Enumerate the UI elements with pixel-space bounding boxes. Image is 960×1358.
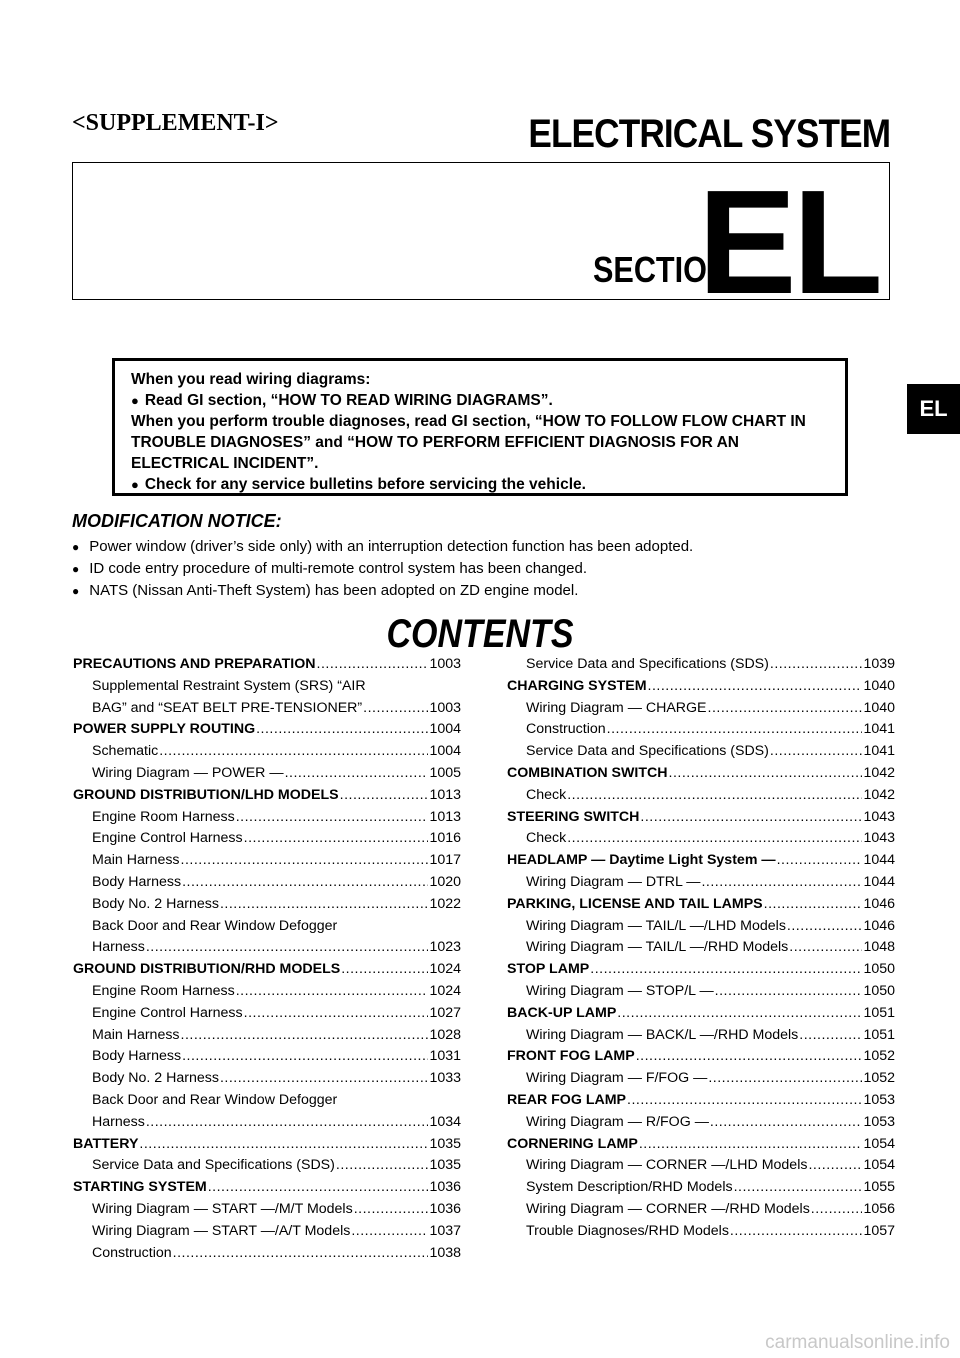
toc-leader-dots [777,850,863,872]
toc-page-number: 1052 [863,1070,895,1087]
toc-leader-dots [208,1177,429,1199]
toc-leader-dots [764,894,863,916]
toc-entry-label: FRONT FOG LAMP [507,1048,635,1065]
toc-leader-dots [734,1177,863,1199]
toc-page-number: 1053 [863,1091,895,1108]
toc-page-number: 1024 [429,961,461,978]
toc-page-number: 1035 [429,1157,461,1174]
toc-entry-label: Engine Control Harness [92,830,243,847]
toc-page-number: 1039 [863,656,895,672]
toc-page-number: 1024 [429,982,461,999]
toc-page-number: 1054 [863,1135,895,1152]
toc-entry-label: PRECAUTIONS AND PREPARATION [73,656,316,672]
toc-section-entry[interactable] [73,1134,461,1156]
toc-leader-dots [341,959,428,981]
toc-page-number: 1031 [429,1048,461,1065]
section-banner [72,160,890,325]
toc-leader-dots [340,785,429,807]
toc-subsection-entry[interactable] [507,1112,895,1134]
toc-entry-label: System Description/RHD Models [526,1179,733,1196]
toc-section-entry[interactable] [507,1090,895,1112]
modification-item: ● Power window (driver’s side only) with an interruption detection function has been adopted. [72,536,872,558]
toc-entry-label: POWER SUPPLY ROUTING [73,721,256,738]
toc-page-number: 1041 [863,721,895,738]
toc-entry-continued: Back Door and Rear Window Defogger [92,917,338,934]
toc-entry-continued: Back Door and Rear Window Defogger [92,1091,338,1108]
toc-subsection-entry[interactable] [73,828,461,850]
toc-page-number: 1028 [429,1026,461,1043]
watermark: carmanualsonline.info [765,1332,950,1353]
toc-leader-dots [567,828,862,850]
toc-page-number: 1016 [429,830,461,847]
toc-page-number: 1043 [863,808,895,825]
toc-leader-dots [146,1112,429,1134]
toc-entry-label: Wiring Diagram — START —/A/T Models [92,1222,351,1239]
toc-page-number: 1003 [429,656,461,672]
toc-entry-label: Check [526,830,567,847]
toc-page-number: 1050 [863,961,895,978]
toc-section-entry[interactable] [507,959,895,981]
toc-leader-dots [701,872,862,894]
toc-entry-label: STOP LAMP [507,961,590,978]
toc-entry-label: Main Harness [92,852,180,869]
toc-entry-label: BACK-UP LAMP [507,1004,617,1021]
toc-page-number: 1036 [429,1179,461,1196]
toc-entry-label: Main Harness [92,1026,180,1043]
toc-page-number: 1051 [863,1026,895,1043]
toc-subsection-entry[interactable] [73,981,461,1003]
toc-page-number: 1041 [863,743,895,760]
toc-subsection-entry[interactable] [73,1112,461,1134]
toc-entry-label: GROUND DISTRIBUTION/RHD MODELS [73,961,341,978]
section-tab[interactable]: EL [907,384,960,434]
supplement-label: <SUPPLEMENT-I> [72,110,279,136]
toc-section-entry[interactable] [507,1046,895,1068]
toc-leader-dots [220,1068,428,1090]
toc-subsection-entry[interactable] [507,1025,895,1047]
toc-leader-dots [181,850,429,872]
toc-entry-label: BATTERY [73,1135,139,1152]
toc-entry-label: Body No. 2 Harness [92,895,219,912]
toc-entry-label: Construction [92,1244,172,1261]
toc-leader-dots [285,763,429,785]
toc-leader-dots [730,1221,863,1243]
toc-page-number: 1050 [863,982,895,999]
toc-page-number: 1013 [429,786,461,803]
toc-page-number: 1020 [429,873,461,890]
toc-subsection-entry[interactable] [507,785,895,807]
notice-bullet [131,390,829,411]
toc-entry-label: COMBINATION SWITCH [507,764,668,781]
toc-page-number: 1023 [429,939,461,956]
toc-page-number: 1048 [863,939,895,956]
toc-entry-label: Service Data and Specifications (SDS) [92,1157,335,1174]
toc-entry-label: Wiring Diagram — START —/M/T Models [92,1200,353,1217]
contents-title: CONTENTS [386,612,574,656]
toc-page-number: 1042 [863,764,895,781]
modification-item: ● ID code entry procedure of multi-remote control system has been changed. [72,558,872,580]
toc-page-number: 1046 [863,895,895,912]
toc-leader-dots [336,1155,429,1177]
toc-leader-dots [811,1199,863,1221]
toc-entry-label: Engine Room Harness [92,982,235,999]
modification-list [72,536,872,602]
toc-entry-label: HEADLAMP — Daytime Light System — [507,852,776,869]
section-word: SECTION [593,249,730,290]
toc-subsection-entry[interactable] [507,916,895,938]
toc-leader-dots [639,1134,863,1156]
toc-page-number: 1057 [863,1222,895,1239]
toc-entry-label: GROUND DISTRIBUTION/LHD MODELS [73,786,339,803]
toc-subsection-entry[interactable] [73,1221,461,1243]
toc-section-entry[interactable] [507,1134,895,1156]
toc-leader-dots [351,1221,428,1243]
toc-page-number: 1037 [429,1222,461,1239]
toc-subsection-entry[interactable] [507,1199,895,1221]
toc-subsection-entry[interactable] [73,1003,461,1025]
toc-leader-dots [236,981,429,1003]
toc-entry-label: PARKING, LICENSE AND TAIL LAMPS [507,895,763,912]
notice-line: Check for any service bulletins before servicing the vehicle. [144,476,586,493]
toc-page-number: 1022 [429,895,461,912]
toc-page-number: 1046 [863,917,895,934]
toc-leader-dots [181,1025,429,1047]
toc-page-number: 1027 [429,1004,461,1021]
toc-subsection-entry[interactable] [73,1155,461,1177]
toc-entry-label: Wiring Diagram — STOP/L — [526,982,714,999]
toc-subsection-entry[interactable] [73,698,461,720]
toc-section-entry[interactable] [507,850,895,872]
toc-leader-dots [636,1046,863,1068]
toc-section-entry[interactable] [73,654,461,676]
toc-entry-label: BAG” and “SEAT BELT PRE-TENSIONER” [92,699,363,716]
toc-leader-dots [708,1068,862,1090]
toc-leader-dots [139,1134,428,1156]
toc-entry-label: CHARGING SYSTEM [507,677,647,694]
toc-page-number: 1056 [863,1200,895,1217]
toc-leader-dots [317,654,429,676]
toc-page-number: 1003 [429,699,461,716]
toc-leader-dots [159,741,428,763]
toc-leader-dots [770,741,863,763]
toc-leader-dots [710,1112,863,1134]
toc-subsection-entry[interactable] [73,894,461,916]
toc-entry-label: STARTING SYSTEM [73,1179,207,1196]
toc-leader-dots [640,807,862,829]
toc-leader-dots [244,828,429,850]
toc-subsection-entry[interactable] [507,741,895,763]
toc-leader-dots [770,654,863,676]
toc-entry-label: Engine Room Harness [92,808,235,825]
toc-entry-label: Harness [92,1113,145,1130]
toc-leader-dots [354,1199,429,1221]
toc-page-number: 1054 [863,1157,895,1174]
toc-entry-label: Body Harness [92,873,182,890]
toc-entry-label: Wiring Diagram — R/FOG — [526,1113,709,1130]
toc-leader-dots [627,1090,862,1112]
toc-subsection-entry[interactable] [73,850,461,872]
toc-leader-dots [669,763,863,785]
toc-leader-dots [715,981,863,1003]
toc-leader-dots [617,1003,862,1025]
toc-leader-dots [799,1025,862,1047]
toc-entry-label: Wiring Diagram — POWER — [92,764,284,781]
toc-leader-dots [607,719,863,741]
toc-entry-continued: Supplemental Restraint System (SRS) “AIR [92,677,366,694]
toc-page-number: 1033 [429,1070,461,1087]
toc-subsection-entry[interactable] [73,807,461,829]
toc-leader-dots [787,916,863,938]
toc-entry-label: Construction [526,721,606,738]
toc-page-number: 1034 [429,1113,461,1130]
toc-entry-label: Trouble Diagnoses/RHD Models [526,1222,729,1239]
toc-subsection-entry[interactable] [73,1025,461,1047]
toc-section-entry[interactable] [507,676,895,698]
section-code: EL [697,160,879,325]
toc-entry-label: Wiring Diagram — CORNER —/LHD Models [526,1157,808,1174]
toc-subsection-entry[interactable] [73,1243,461,1265]
toc-entry-label: CORNERING LAMP [507,1135,638,1152]
modification-heading: MODIFICATION NOTICE: [72,511,282,531]
toc-leader-dots [236,807,429,829]
toc-page-number: 1053 [863,1113,895,1130]
toc-left-column [73,654,461,1264]
toc-page-number: 1017 [429,852,461,869]
toc-entry-label: Harness [92,939,145,956]
toc-entry-label: Wiring Diagram — DTRL — [526,873,701,890]
notice-line: Read GI section, “HOW TO READ WIRING DIAGRAMS”. [144,392,553,409]
toc-entry-label: REAR FOG LAMP [507,1091,627,1108]
toc-subsection-entry[interactable] [507,872,895,894]
toc-leader-dots [648,676,863,698]
modification-item: ● NATS (Nissan Anti-Theft System) has been adopted on ZD engine model. [72,580,872,602]
toc-page-number: 1051 [863,1004,895,1021]
toc-entry-label: Wiring Diagram — TAIL/L —/RHD Models [526,939,789,956]
toc-entry-label: STEERING SWITCH [507,808,640,825]
page-title: ELECTRICAL SYSTEM [528,112,890,156]
toc-entry-label: Body Harness [92,1048,182,1065]
toc-leader-dots [146,937,429,959]
toc-entry-label: Check [526,786,567,803]
toc-page-number: 1044 [863,873,895,890]
toc-leader-dots [244,1003,429,1025]
toc-page-number: 1040 [863,699,895,716]
toc-leader-dots [708,698,863,720]
toc-leader-dots [220,894,428,916]
toc-page-number: 1004 [429,743,461,760]
toc-leader-dots [590,959,862,981]
toc-subsection-entry[interactable] [507,654,895,676]
toc-leader-dots [173,1243,429,1265]
toc-entry-label: Wiring Diagram — F/FOG — [526,1070,708,1087]
toc-subsection-entry[interactable] [507,1155,895,1177]
toc-subsection-entry[interactable] [507,1068,895,1090]
notice-box [112,358,848,496]
toc-subsection-entry[interactable] [507,1221,895,1243]
toc-right-column [507,654,895,1243]
toc-subsection-entry[interactable] [507,698,895,720]
toc-section-entry[interactable] [73,785,461,807]
toc-section-entry[interactable] [507,894,895,916]
toc-page-number: 1004 [429,721,461,738]
toc-subsection-entry[interactable] [73,872,461,894]
toc-entry-label: Service Data and Specifications (SDS) [526,656,769,672]
toc-page-number: 1043 [863,830,895,847]
toc-page-number: 1040 [863,677,895,694]
toc-page-number: 1005 [429,764,461,781]
toc-subsection-entry[interactable] [73,1068,461,1090]
toc-subsection-entry[interactable] [73,1199,461,1221]
toc-entry-label: Body No. 2 Harness [92,1070,219,1087]
toc-leader-dots [182,872,428,894]
toc-entry-label: Wiring Diagram — TAIL/L —/LHD Models [526,917,786,934]
toc-subsection-entry[interactable] [73,937,461,959]
toc-entry-label: Engine Control Harness [92,1004,243,1021]
toc-page-number: 1036 [429,1200,461,1217]
toc-leader-dots [182,1046,428,1068]
toc-page-number: 1044 [863,852,895,869]
toc-leader-dots [789,937,862,959]
notice-bullet [131,474,829,495]
toc-subsection-entry[interactable] [73,1046,461,1068]
toc-section-entry[interactable] [73,719,461,741]
toc-section-entry[interactable] [73,959,461,981]
toc-subsection-entry[interactable] [73,763,461,785]
toc-page-number: 1013 [429,808,461,825]
toc-section-entry[interactable] [507,1003,895,1025]
toc-entry-label: Wiring Diagram — CHARGE [526,699,707,716]
notice-line: When you read wiring diagrams: [131,371,371,388]
toc-page-number: 1052 [863,1048,895,1065]
toc-subsection-entry[interactable] [507,981,895,1003]
toc-page-number: 1038 [429,1244,461,1261]
toc-page-number: 1035 [429,1135,461,1152]
toc-subsection-entry[interactable] [507,1177,895,1199]
toc-page-number: 1055 [863,1179,895,1196]
toc-section-entry[interactable] [507,807,895,829]
toc-leader-dots [256,719,428,741]
toc-subsection-entry[interactable] [73,741,461,763]
toc-subsection-entry[interactable] [507,719,895,741]
toc-leader-dots [808,1155,862,1177]
toc-section-entry[interactable] [73,1177,461,1199]
toc-subsection-entry[interactable] [507,937,895,959]
notice-line: When you perform trouble diagnoses, read GI section, “HOW TO FOLLOW FLOW CHART IN TROUBLE DIAGNOSES” and “HOW TO PERFORM EFFICIENT DIAGNOSIS FOR AN ELECTRICAL INCIDENT”. [131,413,806,472]
toc-entry-label: Wiring Diagram — BACK/L —/RHD Models [526,1026,799,1043]
toc-subsection-entry[interactable] [507,828,895,850]
toc-entry-label: Wiring Diagram — CORNER —/RHD Models [526,1200,810,1217]
toc-leader-dots [363,698,428,720]
toc-page-number: 1042 [863,786,895,803]
toc-section-entry[interactable] [507,763,895,785]
toc-leader-dots [567,785,862,807]
toc-entry-label: Schematic [92,743,159,760]
toc-entry-label: Service Data and Specifications (SDS) [526,743,769,760]
